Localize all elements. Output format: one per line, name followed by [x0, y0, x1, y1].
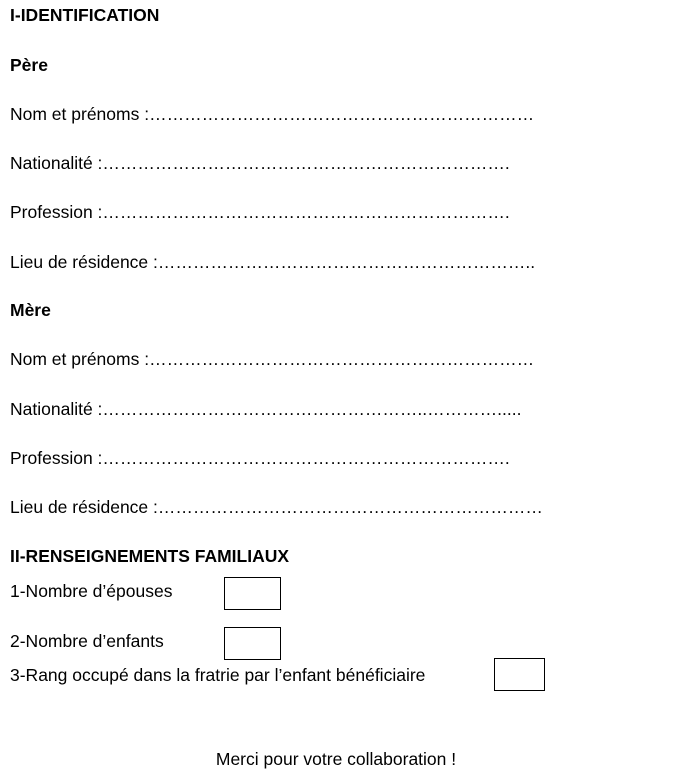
nombre-enfants-label: 2-Nombre d’enfants: [10, 631, 164, 651]
pere-heading: Père: [10, 55, 48, 75]
mere-nationalite-field[interactable]: Nationalité :………………………………………………..………….....: [10, 399, 522, 419]
rang-fratrie-box[interactable]: [494, 658, 545, 691]
nombre-enfants-box[interactable]: [224, 627, 281, 660]
mere-lieu-residence-field[interactable]: Lieu de résidence :…………………………………………………………: [10, 497, 543, 517]
section-identification-title: I-IDENTIFICATION: [10, 5, 160, 25]
section-renseignements-title: II-RENSEIGNEMENTS FAMILIAUX: [10, 546, 290, 566]
mere-heading: Mère: [10, 300, 51, 320]
pere-lieu-residence-field[interactable]: Lieu de résidence :………………………………………………………..: [10, 252, 536, 272]
pere-nationalite-field[interactable]: Nationalité :…………………………………………………………….: [10, 153, 510, 173]
mere-profession-field[interactable]: Profession :…………………………………………………………….: [10, 448, 510, 468]
pere-profession-field[interactable]: Profession :…………………………………………………………….: [10, 202, 510, 222]
rang-fratrie-label: 3-Rang occupé dans la fratrie par l’enfant bénéficiaire: [10, 665, 426, 685]
closing-thanks: Merci pour votre collaboration !: [215, 749, 457, 769]
nombre-epouses-label: 1-Nombre d’épouses: [10, 581, 173, 601]
pere-nom-prenoms-field[interactable]: Nom et prénoms :…………………………………………………………: [10, 104, 535, 124]
nombre-epouses-box[interactable]: [224, 577, 281, 610]
mere-nom-prenoms-field[interactable]: Nom et prénoms :…………………………………………………………: [10, 349, 535, 369]
